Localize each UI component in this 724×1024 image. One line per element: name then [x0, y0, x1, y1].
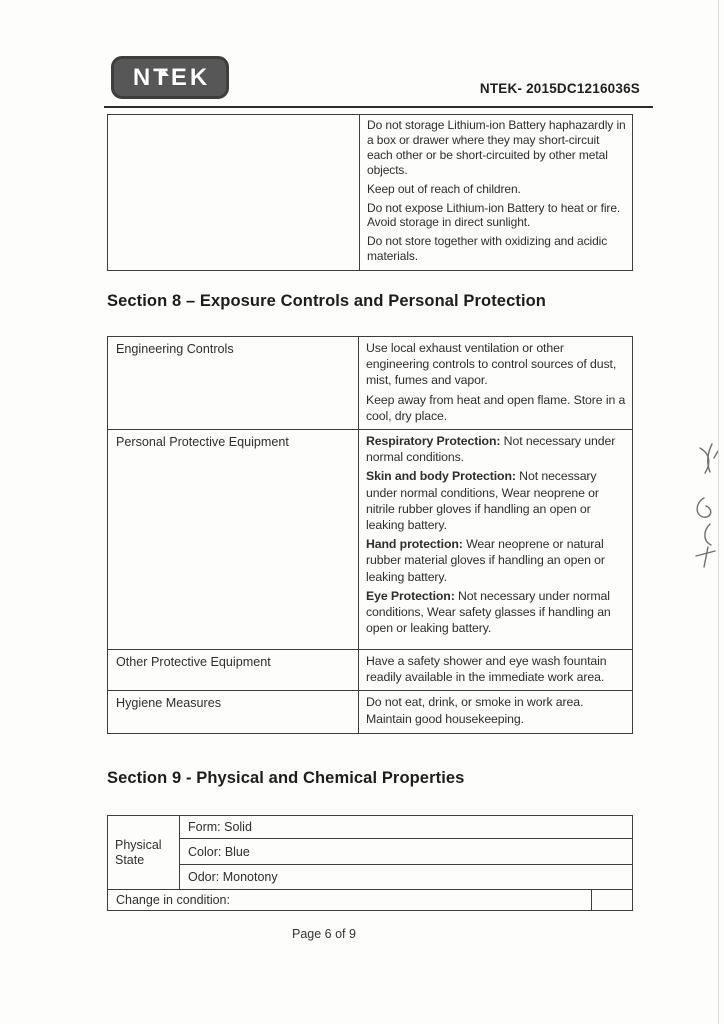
paragraph-lead: Skin and body Protection:: [366, 469, 516, 484]
logo-text: NTEK: [132, 63, 211, 91]
section-8-heading: Section 8 – Exposure Controls and Personal Protection: [107, 292, 546, 310]
cell-paragraph: Hand protection: Wear neoprene or natural rubber material gloves if handling an open or leaking battery.: [366, 537, 605, 584]
report-number: NTEK- 2015DC1216036S: [479, 81, 640, 96]
logo-arrow-icon: [159, 70, 169, 76]
storage-paragraph: Do not store together with oxidizing and acidic materials.: [367, 234, 608, 264]
table-row: [108, 839, 633, 865]
physical-state-label: Physical State: [108, 816, 180, 890]
cell-paragraph: Respiratory Protection: Not necessary under normal conditions.: [366, 434, 616, 465]
paragraph-lead: Eye Protection:: [366, 588, 455, 603]
row-label-other-protective-equipment: Other Protective Equipment: [108, 650, 359, 690]
row-label-engineering-controls: Engineering Controls: [108, 337, 359, 429]
table-row: [108, 649, 632, 690]
storage-paragraph: Do not expose Lithium-ion Battery to heat or fire. Avoid storage in direct sunlight.: [367, 200, 621, 230]
section-8-table: [107, 336, 633, 734]
table-row: [108, 816, 633, 839]
section-9-table: [107, 815, 633, 911]
row-label-hygiene-measures: Hygiene Measures: [108, 691, 359, 733]
change-in-condition-empty-cell: [592, 890, 633, 911]
storage-table-empty-cell: [108, 115, 360, 270]
table-row: [108, 690, 632, 733]
cell-paragraph: Do not eat, drink, or smoke in work area. Maintain good housekeeping.: [366, 695, 584, 726]
table-row: [108, 429, 632, 649]
cell-paragraph: Keep away from heat and open flame. Store in a cool, dry place.: [366, 392, 626, 423]
storage-table-instructions-cell: [360, 115, 632, 270]
cell-paragraph: Use local exhaust ventilation or other engineering controls to control sources of dust, mist, fumes and vapor.: [366, 341, 617, 388]
handwritten-annotation: [683, 436, 723, 586]
property-color: Color: Blue: [180, 839, 633, 865]
section-9-heading: Section 9 - Physical and Chemical Properties: [107, 769, 465, 787]
header-divider: [104, 106, 653, 108]
paragraph-lead: Hand protection:: [366, 537, 463, 552]
cell-paragraph: Have a safety shower and eye wash fountain readily available in the immediate work area.: [366, 654, 607, 685]
row-content: [359, 337, 632, 429]
table-row: [108, 337, 632, 429]
page-indicator: Page 6 of 9: [292, 927, 356, 941]
property-odor: Odor: Monotony: [180, 865, 633, 890]
row-content: [359, 691, 632, 733]
row-content: [359, 430, 632, 649]
scan-edge-artifact: [718, 0, 719, 1024]
change-in-condition-label: Change in condition:: [108, 890, 592, 911]
table-row: [108, 890, 633, 911]
table-row: [108, 865, 633, 890]
paragraph-lead: Respiratory Protection:: [366, 434, 501, 449]
row-label-personal-protective-equipment: Personal Protective Equipment: [108, 430, 359, 649]
storage-instructions-table: [107, 114, 633, 271]
cell-paragraph: Skin and body Protection: Not necessary under normal conditions, Wear neoprene or nitrile rubber gloves if handling an open or leaking battery.: [366, 469, 599, 533]
ntek-logo: [111, 56, 229, 99]
cell-paragraph: Eye Protection: Not necessary under normal conditions, Wear safety glasses if handling an open or leaking battery.: [366, 588, 611, 636]
row-content: [359, 650, 632, 690]
property-form: Form: Solid: [180, 816, 633, 839]
storage-paragraph: Do not storage Lithium-ion Battery haphazardly in a box or drawer where they may short-circuit each other or be short-circuited by other metal objects.: [367, 118, 626, 177]
storage-paragraph: Keep out of reach of children.: [367, 181, 521, 196]
